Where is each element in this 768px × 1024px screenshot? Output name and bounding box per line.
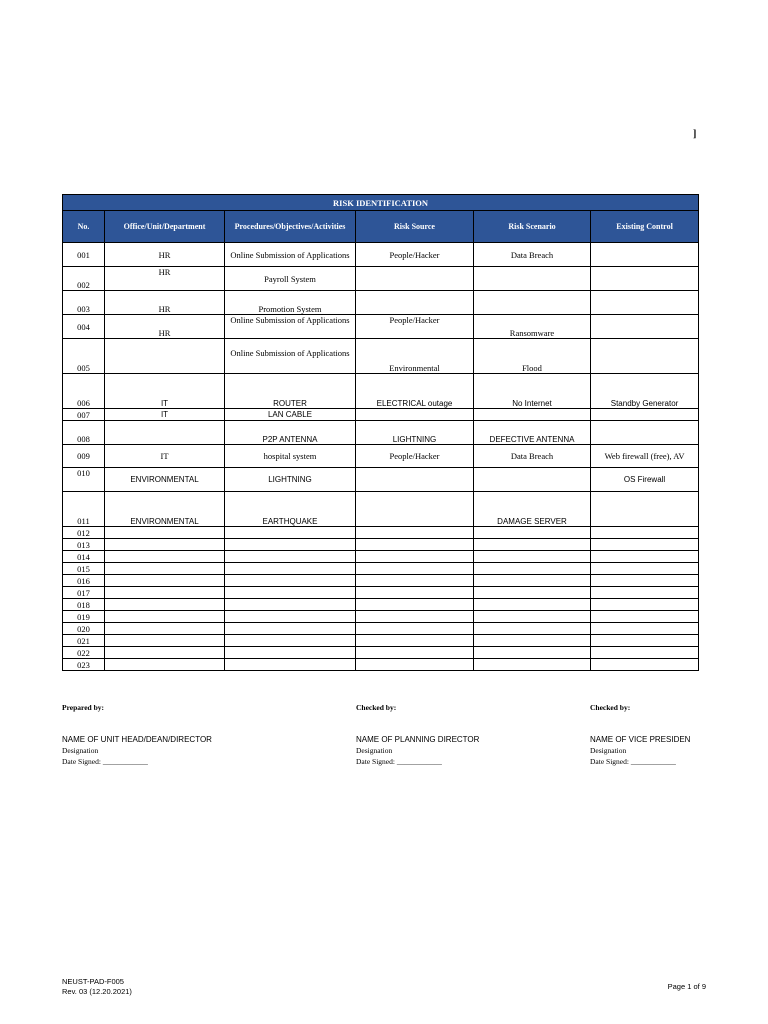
table-row — [63, 267, 699, 291]
table-cell — [105, 623, 225, 635]
table-cell — [356, 551, 474, 563]
table-cell — [105, 611, 225, 623]
table-cell: 010 — [63, 468, 105, 492]
table-row — [63, 409, 699, 421]
table-cell: 002 — [63, 267, 105, 291]
table-cell: Flood — [474, 339, 591, 374]
signature-label: Prepared by: — [62, 703, 105, 712]
table-cell: People/Hacker — [356, 445, 474, 468]
table-cell — [474, 563, 591, 575]
signatory-name: NAME OF UNIT HEAD/DEAN/DIRECTOR — [62, 735, 212, 744]
table-cell — [474, 527, 591, 539]
table-cell: Promotion System — [225, 291, 356, 315]
table-cell — [591, 587, 699, 599]
column-header: Procedures/Objectives/Activities — [225, 211, 356, 243]
table-cell: Data Breach — [474, 445, 591, 468]
table-cell: IT — [105, 374, 225, 409]
table-cell — [105, 551, 225, 563]
table-cell: IT — [105, 445, 225, 468]
column-header: Risk Scenario — [474, 211, 591, 243]
page-number: Page 1 of 9 — [667, 982, 706, 991]
table-cell: ROUTER — [225, 374, 356, 409]
table-cell: LAN CABLE — [225, 409, 356, 421]
table-cell — [356, 611, 474, 623]
table-cell — [225, 539, 356, 551]
table-cell: IT — [105, 409, 225, 421]
risk-identification-table — [62, 194, 699, 671]
table-cell — [474, 599, 591, 611]
table-cell — [356, 492, 474, 527]
table-cell: 005 — [63, 339, 105, 374]
column-header: Risk Source — [356, 211, 474, 243]
table-cell — [105, 527, 225, 539]
table-title: RISK IDENTIFICATION — [63, 195, 699, 211]
table-cell — [225, 551, 356, 563]
table-row — [63, 445, 699, 468]
table-cell: LIGHTNING — [225, 468, 356, 492]
table-cell — [356, 409, 474, 421]
table-cell: Web firewall (free), AV — [591, 445, 699, 468]
table-cell — [225, 635, 356, 647]
table-row — [63, 551, 699, 563]
table-cell — [591, 315, 699, 339]
table-header-row — [63, 211, 699, 243]
column-header: Existing Control — [591, 211, 699, 243]
table-cell — [591, 492, 699, 527]
table-cell — [591, 409, 699, 421]
table-cell — [474, 587, 591, 599]
table-cell — [591, 647, 699, 659]
table-cell — [474, 659, 591, 671]
table-cell — [591, 551, 699, 563]
table-cell — [591, 623, 699, 635]
table-cell — [105, 539, 225, 551]
signatory-name: NAME OF PLANNING DIRECTOR — [356, 735, 480, 744]
table-cell — [474, 611, 591, 623]
checked-by-block — [356, 702, 479, 767]
table-cell — [356, 575, 474, 587]
table-cell: 019 — [63, 611, 105, 623]
table-cell: 009 — [63, 445, 105, 468]
table-row — [63, 635, 699, 647]
table-cell — [474, 409, 591, 421]
table-cell — [105, 647, 225, 659]
checked-by-vp-block — [590, 702, 698, 767]
table-cell: 008 — [63, 421, 105, 445]
table-cell: Payroll System — [225, 267, 356, 291]
table-cell — [105, 659, 225, 671]
table-cell — [225, 659, 356, 671]
corner-mark: ] — [693, 129, 697, 140]
table-cell: 023 — [63, 659, 105, 671]
table-body — [63, 243, 699, 671]
table-row — [63, 468, 699, 492]
table-row — [63, 374, 699, 409]
table-cell: Online Submission of Applications — [225, 339, 356, 374]
table-cell — [591, 599, 699, 611]
table-cell — [474, 539, 591, 551]
table-cell: hospital system — [225, 445, 356, 468]
table-row — [63, 315, 699, 339]
table-row — [63, 611, 699, 623]
table-cell: 011 — [63, 492, 105, 527]
signatory-designation: Designation — [590, 746, 627, 755]
column-header: Office/Unit/Department — [105, 211, 225, 243]
date-signed: Date Signed: ____________ — [356, 757, 442, 766]
table-cell — [105, 587, 225, 599]
table-row — [63, 647, 699, 659]
table-cell — [474, 647, 591, 659]
table-cell — [105, 575, 225, 587]
table-cell — [591, 563, 699, 575]
table-cell — [591, 539, 699, 551]
table-cell — [225, 623, 356, 635]
table-cell: 004 — [63, 315, 105, 339]
revision: Rev. 03 (12.20.2021) — [62, 987, 132, 996]
table-cell — [225, 611, 356, 623]
table-cell — [591, 339, 699, 374]
table-cell: OS Firewall — [591, 468, 699, 492]
table-cell: Online Submission of Applications — [225, 315, 356, 339]
table-cell — [225, 599, 356, 611]
table-row — [63, 575, 699, 587]
table-cell: HR — [105, 267, 225, 291]
table-cell: HR — [105, 315, 225, 339]
table-cell: ENVIRONMENTAL — [105, 468, 225, 492]
table-cell — [591, 575, 699, 587]
table-row — [63, 587, 699, 599]
table-cell — [225, 587, 356, 599]
table-cell: 006 — [63, 374, 105, 409]
table-cell — [474, 291, 591, 315]
table-cell: 016 — [63, 575, 105, 587]
table-cell — [356, 623, 474, 635]
signature-label: Checked by: — [590, 703, 631, 712]
table-cell: ELECTRICAL outage — [356, 374, 474, 409]
table-cell: 017 — [63, 587, 105, 599]
table-cell — [225, 563, 356, 575]
table-row — [63, 243, 699, 267]
table-cell — [474, 468, 591, 492]
table-cell — [356, 599, 474, 611]
table-cell: P2P ANTENNA — [225, 421, 356, 445]
table-cell: 013 — [63, 539, 105, 551]
table-cell: ENVIRONMENTAL — [105, 492, 225, 527]
table-cell — [105, 563, 225, 575]
table-cell: HR — [105, 291, 225, 315]
table-cell: 014 — [63, 551, 105, 563]
table-cell: 020 — [63, 623, 105, 635]
table-row — [63, 421, 699, 445]
table-row — [63, 291, 699, 315]
table-cell: Environmental — [356, 339, 474, 374]
table-cell — [356, 539, 474, 551]
table-cell — [591, 243, 699, 267]
table-cell — [225, 647, 356, 659]
table-row — [63, 659, 699, 671]
table-cell: Standby Generator — [591, 374, 699, 409]
table-cell — [591, 527, 699, 539]
table-cell — [356, 647, 474, 659]
date-signed: Date Signed: ____________ — [590, 757, 676, 766]
table-cell: DEFECTIVE ANTENNA — [474, 421, 591, 445]
table-cell — [591, 659, 699, 671]
table-cell — [591, 291, 699, 315]
table-cell — [356, 527, 474, 539]
signatory-name: NAME OF VICE PRESIDEN — [590, 735, 691, 744]
table-cell — [591, 635, 699, 647]
table-cell — [356, 267, 474, 291]
table-cell: 001 — [63, 243, 105, 267]
table-cell: 012 — [63, 527, 105, 539]
form-code: NEUST-PAD-F005 — [62, 977, 124, 986]
table-cell — [356, 468, 474, 492]
table-cell — [105, 421, 225, 445]
table-cell: 018 — [63, 599, 105, 611]
table-cell — [356, 635, 474, 647]
prepared-by-block — [62, 702, 212, 767]
table-cell — [591, 611, 699, 623]
table-row — [63, 539, 699, 551]
table-cell: No Internet — [474, 374, 591, 409]
table-cell: Ransomware — [474, 315, 591, 339]
table-cell — [591, 421, 699, 445]
table-row — [63, 563, 699, 575]
table-cell: HR — [105, 243, 225, 267]
table-cell: Online Submission of Applications — [225, 243, 356, 267]
table-cell: LIGHTNING — [356, 421, 474, 445]
table-row — [63, 527, 699, 539]
table-cell — [591, 267, 699, 291]
table-cell — [474, 551, 591, 563]
date-signed: Date Signed: ____________ — [62, 757, 148, 766]
signature-label: Checked by: — [356, 703, 397, 712]
table-cell — [225, 575, 356, 587]
table-row — [63, 339, 699, 374]
table-cell: 015 — [63, 563, 105, 575]
table-cell — [356, 587, 474, 599]
table-cell: EARTHQUAKE — [225, 492, 356, 527]
table-row — [63, 623, 699, 635]
form-code-footer — [62, 977, 132, 997]
table-cell — [474, 635, 591, 647]
table-cell — [105, 635, 225, 647]
table-cell — [105, 339, 225, 374]
table-cell: People/Hacker — [356, 243, 474, 267]
table-cell — [474, 267, 591, 291]
table-cell — [356, 563, 474, 575]
table-cell: DAMAGE SERVER — [474, 492, 591, 527]
table-cell: 021 — [63, 635, 105, 647]
table-row — [63, 599, 699, 611]
table-cell — [356, 659, 474, 671]
table-cell: Data Breach — [474, 243, 591, 267]
table-cell: People/Hacker — [356, 315, 474, 339]
table-cell — [474, 575, 591, 587]
table-cell: 022 — [63, 647, 105, 659]
signatory-designation: Designation — [62, 746, 99, 755]
table-title-row — [63, 195, 699, 211]
signatory-designation: Designation — [356, 746, 393, 755]
table-cell: 007 — [63, 409, 105, 421]
table-cell — [356, 291, 474, 315]
table-cell — [474, 623, 591, 635]
table-cell — [225, 527, 356, 539]
table-cell — [105, 599, 225, 611]
table-row — [63, 492, 699, 527]
column-header: No. — [63, 211, 105, 243]
table-cell: 003 — [63, 291, 105, 315]
